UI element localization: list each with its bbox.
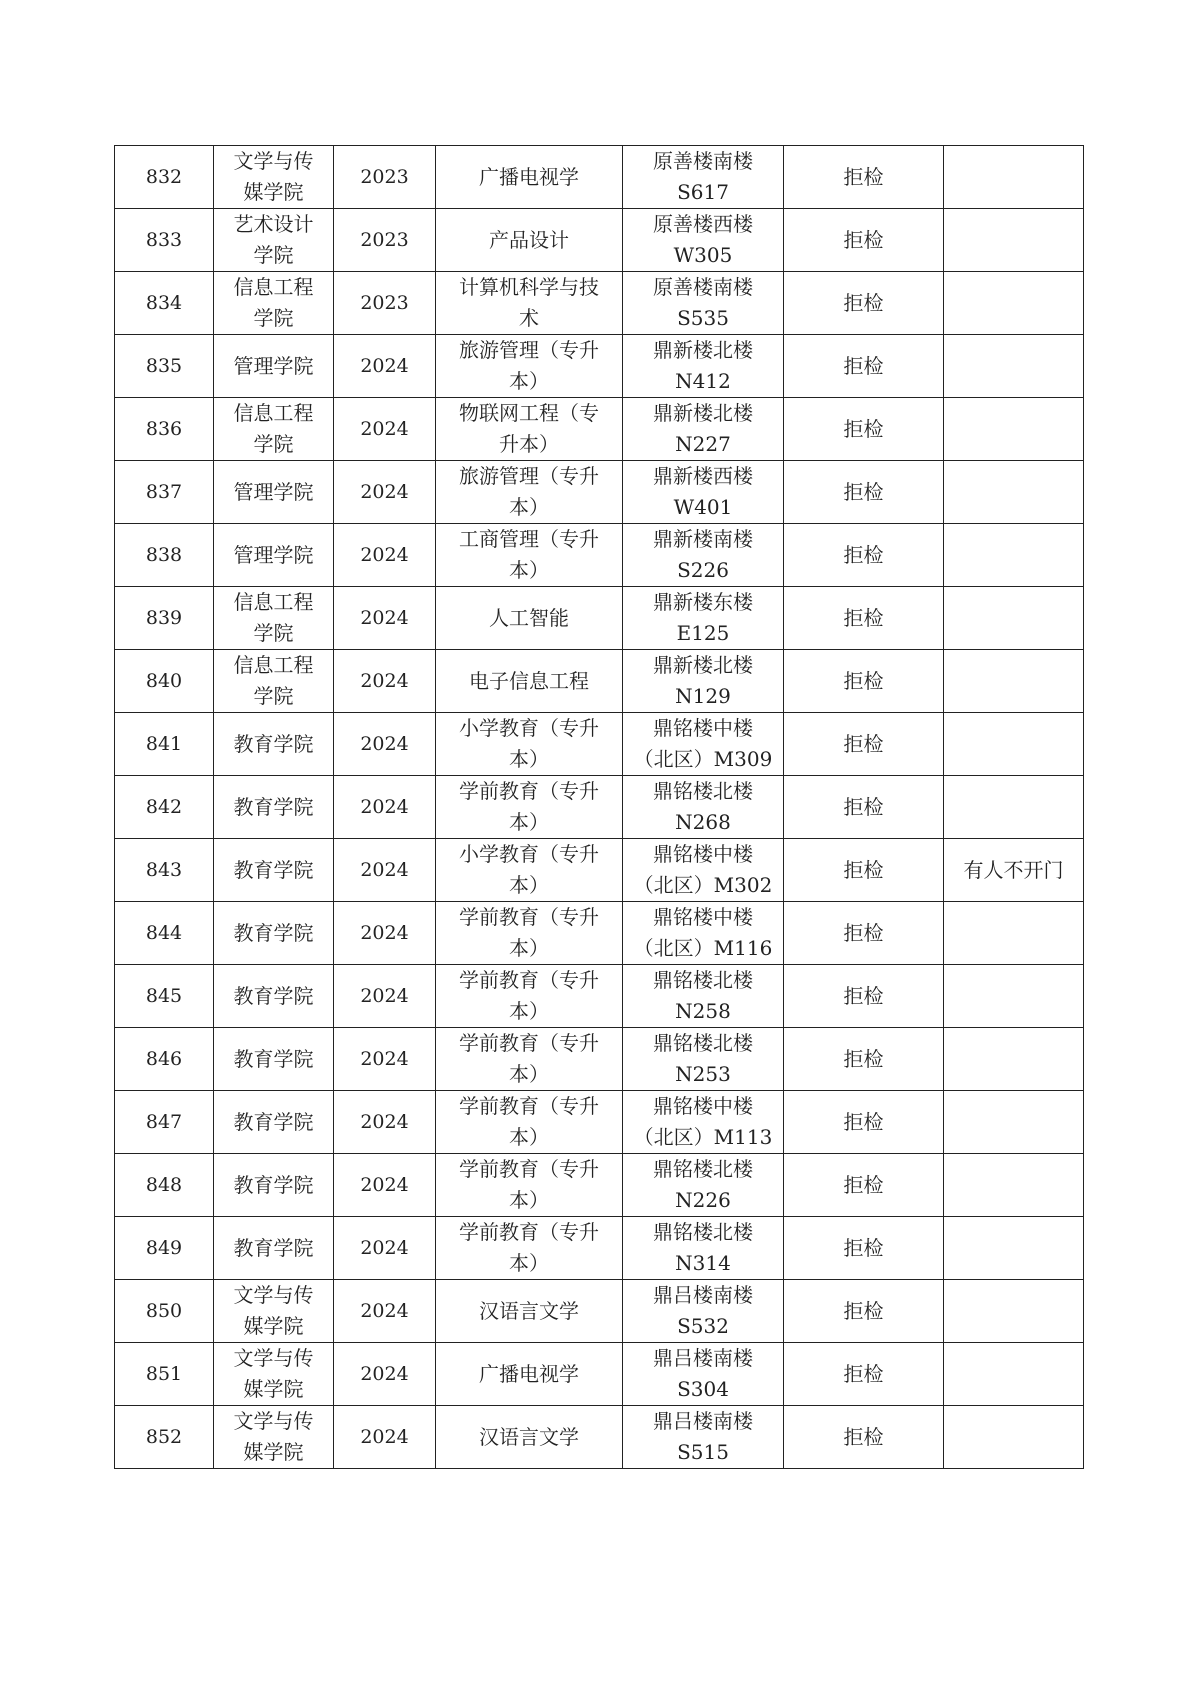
- cell-college: [214, 461, 334, 524]
- cell-major-line: 本）: [509, 495, 549, 519]
- cell-number: 852: [115, 1406, 214, 1469]
- table-row: [115, 461, 1084, 524]
- cell-number: 847: [115, 1091, 214, 1154]
- cell-room-line: S226: [677, 558, 729, 582]
- cell-major-line: 旅游管理（专升: [459, 338, 599, 362]
- cell-result: 拒检: [784, 1028, 944, 1091]
- cell-room: [623, 650, 784, 713]
- table-row: [115, 587, 1084, 650]
- cell-room-line: 鼎铭楼北楼: [653, 1031, 753, 1055]
- cell-college: [214, 776, 334, 839]
- cell-note: [944, 524, 1084, 587]
- cell-room: [623, 146, 784, 209]
- cell-number: 840: [115, 650, 214, 713]
- cell-major-line: 本）: [509, 873, 549, 897]
- table-row: [115, 1154, 1084, 1217]
- cell-result: 拒检: [784, 461, 944, 524]
- cell-year: 2023: [334, 209, 436, 272]
- cell-note: [944, 1280, 1084, 1343]
- cell-note: [944, 902, 1084, 965]
- cell-room-line: 鼎新楼北楼: [653, 653, 753, 677]
- cell-year: 2024: [334, 1406, 436, 1469]
- cell-year: 2024: [334, 650, 436, 713]
- cell-room-line: 鼎铭楼北楼: [653, 779, 753, 803]
- cell-college: [214, 713, 334, 776]
- cell-result: 拒检: [784, 1280, 944, 1343]
- cell-room-line: W401: [673, 495, 733, 519]
- cell-note: [944, 335, 1084, 398]
- cell-room-line: （北区）M309: [633, 747, 773, 771]
- cell-major-line: 本）: [509, 747, 549, 771]
- cell-major-line: 产品设计: [489, 227, 569, 252]
- cell-year: 2024: [334, 839, 436, 902]
- cell-college-line: 学院: [253, 243, 294, 267]
- cell-note: [944, 146, 1084, 209]
- cell-number: 850: [115, 1280, 214, 1343]
- table-row: [115, 1091, 1084, 1154]
- cell-room-line: N258: [675, 999, 731, 1023]
- cell-college-line: 管理学院: [233, 542, 314, 567]
- cell-number: 845: [115, 965, 214, 1028]
- cell-year: 2024: [334, 1028, 436, 1091]
- cell-major-line: 本）: [509, 936, 549, 960]
- cell-room: [623, 1343, 784, 1406]
- cell-result: 拒检: [784, 524, 944, 587]
- cell-college: [214, 524, 334, 587]
- cell-room-line: 原善楼西楼: [653, 212, 753, 236]
- cell-note: [944, 650, 1084, 713]
- cell-note: [944, 1217, 1084, 1280]
- cell-room-line: S515: [677, 1440, 729, 1464]
- cell-room: [623, 1028, 784, 1091]
- cell-number: 837: [115, 461, 214, 524]
- cell-major: [436, 776, 623, 839]
- table-row: [115, 1343, 1084, 1406]
- cell-number: 851: [115, 1343, 214, 1406]
- cell-note: [944, 1154, 1084, 1217]
- cell-room-line: S532: [677, 1314, 729, 1338]
- cell-major: [436, 1280, 623, 1343]
- table-row: [115, 1028, 1084, 1091]
- cell-room: [623, 1280, 784, 1343]
- cell-note: [944, 1028, 1084, 1091]
- cell-number: 838: [115, 524, 214, 587]
- cell-room-line: S304: [677, 1377, 729, 1401]
- cell-room-line: N129: [675, 684, 731, 708]
- cell-major-line: 本）: [509, 369, 549, 393]
- cell-room-line: 鼎新楼西楼: [653, 464, 753, 488]
- cell-college-line: 教育学院: [233, 731, 314, 756]
- cell-college: [214, 1406, 334, 1469]
- cell-college-line: 管理学院: [233, 479, 314, 504]
- cell-year: 2024: [334, 461, 436, 524]
- cell-room-line: 鼎新楼北楼: [653, 338, 753, 362]
- cell-room-line: 鼎铭楼北楼: [653, 1220, 753, 1244]
- cell-year: 2023: [334, 272, 436, 335]
- cell-year: 2023: [334, 146, 436, 209]
- cell-room-line: 鼎吕楼南楼: [653, 1409, 753, 1433]
- cell-year: 2024: [334, 587, 436, 650]
- cell-college: [214, 1028, 334, 1091]
- cell-college: [214, 1280, 334, 1343]
- cell-college: [214, 1154, 334, 1217]
- cell-college-line: 媒学院: [243, 1377, 304, 1401]
- cell-result: 拒检: [784, 1343, 944, 1406]
- cell-college-line: 教育学院: [233, 983, 314, 1008]
- cell-result: 拒检: [784, 272, 944, 335]
- cell-major-line: 小学教育（专升: [459, 716, 599, 740]
- cell-college-line: 学院: [253, 306, 294, 330]
- cell-room: [623, 1091, 784, 1154]
- cell-college: [214, 272, 334, 335]
- cell-college-line: 教育学院: [233, 920, 314, 945]
- cell-college: [214, 335, 334, 398]
- cell-major-line: 本）: [509, 810, 549, 834]
- cell-college-line: 信息工程: [233, 275, 314, 299]
- cell-room-line: N253: [675, 1062, 731, 1086]
- cell-major: [436, 587, 623, 650]
- cell-result: 拒检: [784, 839, 944, 902]
- cell-note: [944, 1091, 1084, 1154]
- cell-result: 拒检: [784, 1217, 944, 1280]
- cell-college: [214, 1217, 334, 1280]
- cell-college-line: 信息工程: [233, 590, 314, 614]
- cell-year: 2024: [334, 776, 436, 839]
- cell-room-line: 鼎铭楼中楼: [653, 842, 753, 866]
- cell-major: [436, 1343, 623, 1406]
- cell-major-line: 本）: [509, 1125, 549, 1149]
- cell-college-line: 教育学院: [233, 1109, 314, 1134]
- cell-major-line: 计算机科学与技: [459, 275, 599, 299]
- cell-year: 2024: [334, 335, 436, 398]
- cell-year: 2024: [334, 965, 436, 1028]
- cell-major: [436, 1028, 623, 1091]
- cell-college-line: 学院: [253, 432, 294, 456]
- cell-room: [623, 398, 784, 461]
- cell-major-line: 学前教育（专升: [459, 1220, 599, 1244]
- cell-room: [623, 1217, 784, 1280]
- cell-college-line: 文学与传: [233, 1409, 314, 1433]
- cell-room-line: 鼎新楼北楼: [653, 401, 753, 425]
- cell-major: [436, 335, 623, 398]
- table-row: [115, 146, 1084, 209]
- cell-college: [214, 587, 334, 650]
- cell-room-line: 鼎新楼东楼: [653, 590, 753, 614]
- cell-room-line: W305: [673, 243, 733, 267]
- cell-number: 835: [115, 335, 214, 398]
- table-row: [115, 713, 1084, 776]
- cell-college-line: 教育学院: [233, 794, 314, 819]
- cell-college-line: 媒学院: [243, 180, 304, 204]
- cell-room-line: 鼎铭楼北楼: [653, 1157, 753, 1181]
- cell-room-line: N226: [675, 1188, 731, 1212]
- cell-result: 拒检: [784, 1406, 944, 1469]
- cell-room: [623, 272, 784, 335]
- cell-result: 拒检: [784, 1154, 944, 1217]
- cell-number: 843: [115, 839, 214, 902]
- cell-major-line: 旅游管理（专升: [459, 464, 599, 488]
- cell-major-line: 物联网工程（专: [459, 401, 599, 425]
- cell-number: 844: [115, 902, 214, 965]
- cell-college-line: 文学与传: [233, 149, 314, 173]
- cell-major: [436, 398, 623, 461]
- cell-room-line: 鼎铭楼中楼: [653, 1094, 753, 1118]
- cell-major-line: 广播电视学: [479, 164, 579, 189]
- cell-college: [214, 965, 334, 1028]
- cell-number: 834: [115, 272, 214, 335]
- table-row: [115, 272, 1084, 335]
- cell-room-line: N412: [675, 369, 731, 393]
- cell-major: [436, 902, 623, 965]
- cell-major: [436, 650, 623, 713]
- table-row: [115, 1217, 1084, 1280]
- table-row: [115, 776, 1084, 839]
- cell-result: 拒检: [784, 398, 944, 461]
- cell-room: [623, 461, 784, 524]
- table-body: [115, 146, 1084, 1469]
- cell-major-line: 汉语言文学: [479, 1298, 579, 1323]
- cell-college-line: 教育学院: [233, 1235, 314, 1260]
- table-row: [115, 398, 1084, 461]
- table-row: [115, 902, 1084, 965]
- cell-note: [944, 587, 1084, 650]
- cell-result: 拒检: [784, 146, 944, 209]
- cell-result: 拒检: [784, 209, 944, 272]
- table-row: [115, 209, 1084, 272]
- cell-room: [623, 1406, 784, 1469]
- cell-room-line: 原善楼南楼: [653, 275, 753, 299]
- cell-college-line: 管理学院: [233, 353, 314, 378]
- cell-result: 拒检: [784, 902, 944, 965]
- table-row: [115, 650, 1084, 713]
- cell-college-line: 媒学院: [243, 1440, 304, 1464]
- cell-room-line: 鼎铭楼北楼: [653, 968, 753, 992]
- cell-note: 有人不开门: [944, 839, 1084, 902]
- cell-result: 拒检: [784, 650, 944, 713]
- cell-major: [436, 146, 623, 209]
- cell-room-line: （北区）M116: [633, 936, 773, 960]
- cell-major-line: 升本）: [499, 432, 559, 456]
- cell-room-line: N268: [675, 810, 731, 834]
- inspection-table: [114, 145, 1084, 1469]
- cell-room-line: S535: [677, 306, 729, 330]
- cell-year: 2024: [334, 398, 436, 461]
- cell-room-line: E125: [676, 621, 730, 645]
- cell-major: [436, 209, 623, 272]
- cell-major-line: 本）: [509, 1188, 549, 1212]
- cell-room: [623, 902, 784, 965]
- cell-result: 拒检: [784, 587, 944, 650]
- cell-major: [436, 1406, 623, 1469]
- cell-year: 2024: [334, 1091, 436, 1154]
- cell-major-line: 人工智能: [489, 605, 569, 630]
- cell-result: 拒检: [784, 335, 944, 398]
- table-row: [115, 1280, 1084, 1343]
- cell-major: [436, 839, 623, 902]
- cell-room: [623, 713, 784, 776]
- cell-room-line: 鼎吕楼南楼: [653, 1283, 753, 1307]
- cell-note: [944, 1406, 1084, 1469]
- cell-note: [944, 272, 1084, 335]
- cell-major: [436, 524, 623, 587]
- cell-room-line: （北区）M113: [633, 1125, 773, 1149]
- cell-room-line: S617: [677, 180, 729, 204]
- cell-college-line: 文学与传: [233, 1283, 314, 1307]
- cell-major-line: 学前教育（专升: [459, 1031, 599, 1055]
- cell-number: 849: [115, 1217, 214, 1280]
- cell-year: 2024: [334, 713, 436, 776]
- cell-college-line: 信息工程: [233, 401, 314, 425]
- cell-room-line: 鼎吕楼南楼: [653, 1346, 753, 1370]
- cell-result: 拒检: [784, 776, 944, 839]
- cell-room-line: 原善楼南楼: [653, 149, 753, 173]
- cell-number: 848: [115, 1154, 214, 1217]
- cell-number: 842: [115, 776, 214, 839]
- cell-result: 拒检: [784, 1091, 944, 1154]
- table-row: [115, 524, 1084, 587]
- cell-room: [623, 1154, 784, 1217]
- cell-note: [944, 209, 1084, 272]
- cell-number: 836: [115, 398, 214, 461]
- cell-college: [214, 1343, 334, 1406]
- cell-major-line: 学前教育（专升: [459, 905, 599, 929]
- cell-room: [623, 524, 784, 587]
- cell-college: [214, 839, 334, 902]
- cell-college-line: 学院: [253, 621, 294, 645]
- cell-major-line: 本）: [509, 999, 549, 1023]
- cell-major-line: 本）: [509, 1062, 549, 1086]
- table-row: [115, 839, 1084, 902]
- cell-room-line: 鼎铭楼中楼: [653, 716, 753, 740]
- cell-note: [944, 713, 1084, 776]
- cell-note: [944, 461, 1084, 524]
- cell-number: 839: [115, 587, 214, 650]
- cell-major-line: 学前教育（专升: [459, 1157, 599, 1181]
- cell-result: 拒检: [784, 965, 944, 1028]
- cell-major: [436, 272, 623, 335]
- table-row: [115, 1406, 1084, 1469]
- cell-major-line: 汉语言文学: [479, 1424, 579, 1449]
- cell-year: 2024: [334, 1280, 436, 1343]
- cell-college: [214, 1091, 334, 1154]
- cell-major-line: 学前教育（专升: [459, 1094, 599, 1118]
- cell-note: [944, 1343, 1084, 1406]
- cell-room: [623, 965, 784, 1028]
- cell-note: [944, 776, 1084, 839]
- cell-major: [436, 1154, 623, 1217]
- cell-room-line: 鼎铭楼中楼: [653, 905, 753, 929]
- cell-room: [623, 587, 784, 650]
- cell-major: [436, 1217, 623, 1280]
- cell-college: [214, 146, 334, 209]
- cell-year: 2024: [334, 524, 436, 587]
- cell-note: [944, 398, 1084, 461]
- table-row: [115, 335, 1084, 398]
- cell-college-line: 学院: [253, 684, 294, 708]
- cell-college: [214, 209, 334, 272]
- cell-college: [214, 902, 334, 965]
- cell-room: [623, 776, 784, 839]
- cell-major-line: 电子信息工程: [469, 668, 589, 693]
- cell-college: [214, 398, 334, 461]
- cell-room: [623, 335, 784, 398]
- cell-college-line: 教育学院: [233, 1172, 314, 1197]
- table-row: [115, 965, 1084, 1028]
- cell-major-line: 本）: [509, 558, 549, 582]
- cell-major: [436, 1091, 623, 1154]
- cell-room-line: （北区）M302: [633, 873, 773, 897]
- cell-major-line: 术: [519, 306, 539, 330]
- cell-year: 2024: [334, 902, 436, 965]
- cell-college: [214, 650, 334, 713]
- cell-room-line: 鼎新楼南楼: [653, 527, 753, 551]
- cell-year: 2024: [334, 1343, 436, 1406]
- cell-major-line: 小学教育（专升: [459, 842, 599, 866]
- cell-room-line: N227: [675, 432, 731, 456]
- cell-number: 833: [115, 209, 214, 272]
- cell-college-line: 教育学院: [233, 857, 314, 882]
- cell-result: 拒检: [784, 713, 944, 776]
- cell-major: [436, 965, 623, 1028]
- cell-college-line: 文学与传: [233, 1346, 314, 1370]
- cell-major-line: 本）: [509, 1251, 549, 1275]
- cell-note: [944, 965, 1084, 1028]
- cell-number: 841: [115, 713, 214, 776]
- cell-major: [436, 461, 623, 524]
- cell-college-line: 信息工程: [233, 653, 314, 677]
- cell-major-line: 广播电视学: [479, 1361, 579, 1386]
- cell-college-line: 媒学院: [243, 1314, 304, 1338]
- cell-year: 2024: [334, 1154, 436, 1217]
- cell-college-line: 教育学院: [233, 1046, 314, 1071]
- cell-number: 832: [115, 146, 214, 209]
- cell-major-line: 学前教育（专升: [459, 968, 599, 992]
- cell-room: [623, 209, 784, 272]
- cell-college-line: 艺术设计: [233, 212, 314, 236]
- cell-room-line: N314: [675, 1251, 731, 1275]
- cell-major-line: 工商管理（专升: [459, 527, 599, 551]
- cell-major-line: 学前教育（专升: [459, 779, 599, 803]
- cell-major: [436, 713, 623, 776]
- cell-room: [623, 839, 784, 902]
- cell-number: 846: [115, 1028, 214, 1091]
- cell-year: 2024: [334, 1217, 436, 1280]
